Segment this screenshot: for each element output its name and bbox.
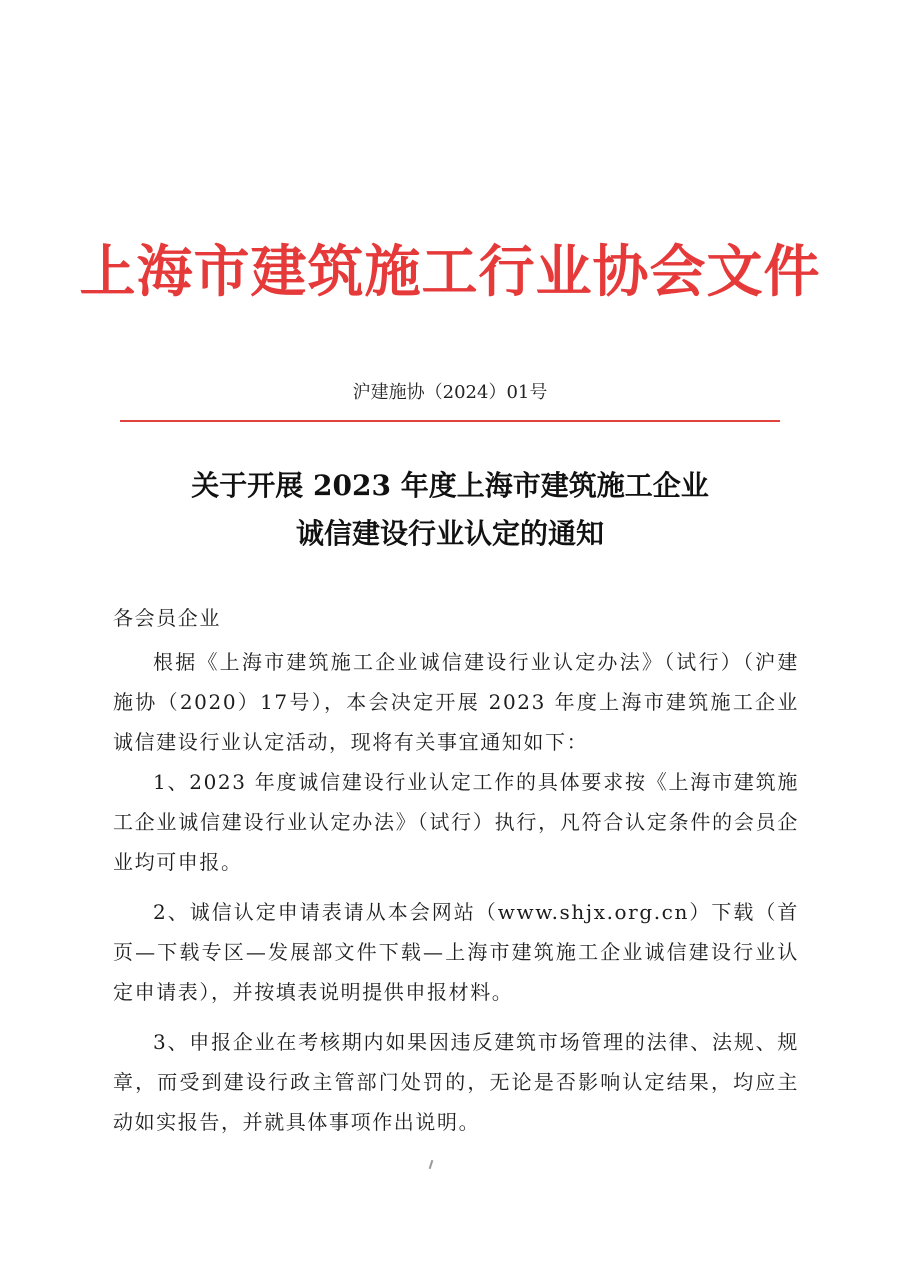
- issuer-masthead: 上海市建筑施工行业协会文件: [79, 239, 821, 305]
- notice-title: [0, 462, 900, 558]
- notice-title-line-2: 诚信建设行业认定的通知: [295, 517, 604, 550]
- notice-item-1: 1、2023 年度诚信建设行业认定工作的具体要求按《上海市建筑施工企业诚信建设行业认定办法》（试行）执行，凡符合认定条件的会员企业均可申报。: [113, 770, 799, 874]
- notice-item-2: 2、诚信认定申请表请从本会网站（www.shjx.org.cn）下载（首页—下载专区—发展部文件下载—上海市建筑施工企业诚信建设行业认定申请表），并按填表说明提供申报材料。: [113, 900, 799, 1004]
- notice-item-3: 3、申报企业在考核期内如果因违反建筑市场管理的法律、法规、规章，而受到建设行政主管部门处罚的，无论是否影响认定结果，均应主动如实报告，并就具体事项作出说明。: [113, 1030, 799, 1134]
- scan-speck: [429, 1160, 434, 1169]
- document-number: 沪建施协（2024）01号: [352, 382, 548, 403]
- red-divider-line: [120, 420, 780, 422]
- intro-paragraph: 根据《上海市建筑施工企业诚信建设行业认定办法》（试行）（沪建施协（2020）17号），本会决定开展 2023 年度上海市建筑施工企业诚信建设行业认定活动，现将有关事宜通知如下：: [113, 650, 799, 754]
- salutation: 各会员企业: [113, 606, 221, 630]
- notice-title-line-1: 关于开展 2023 年度上海市建筑施工企业: [191, 469, 709, 502]
- notice-body: [113, 598, 799, 1142]
